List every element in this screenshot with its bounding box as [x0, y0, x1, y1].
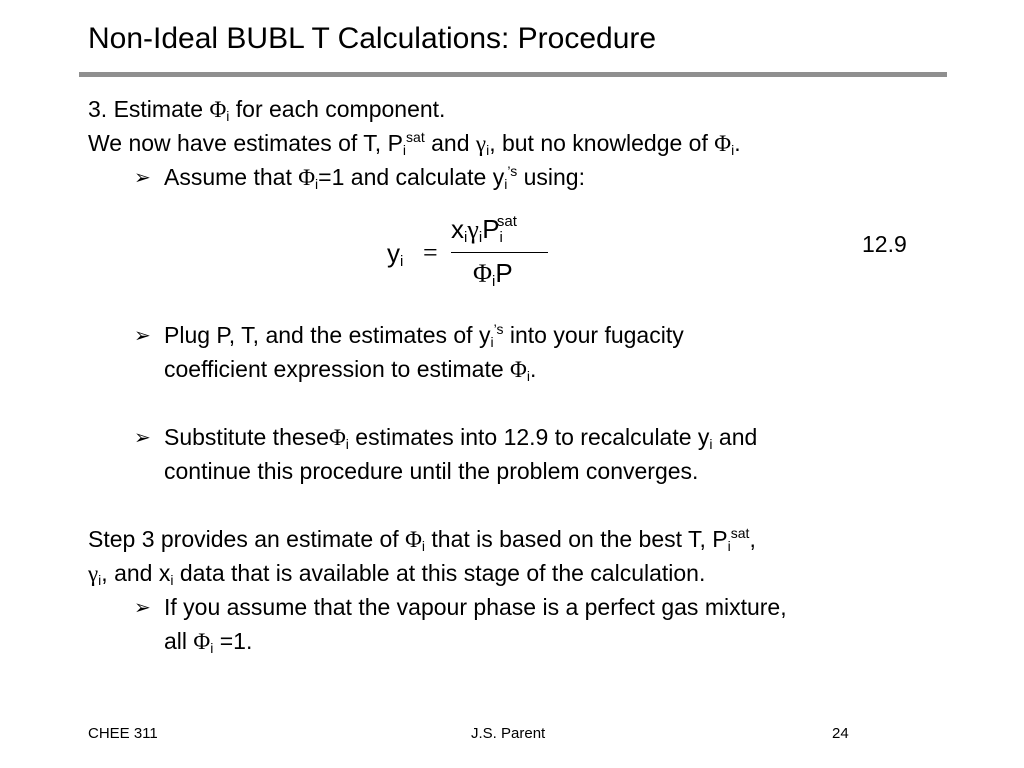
step3-paragraph-line2: [88, 558, 705, 589]
subscript-i: i: [478, 229, 483, 246]
fraction-bar: [451, 252, 548, 253]
var-y: y: [387, 238, 400, 268]
footer-page-number: 24: [832, 725, 849, 742]
text: Step 3 provides an estimate of: [88, 526, 406, 552]
text: .: [734, 130, 741, 156]
text: Substitute these: [164, 424, 329, 450]
bullet-perfect-gas-line1: If you assume that the vapour phase is a perfect gas mixture,: [164, 594, 787, 620]
subscript-i: i: [464, 229, 468, 246]
text: =1 and calculate y: [318, 164, 505, 190]
superscript-sat: sat: [730, 525, 750, 541]
bullet-perfect-gas-line2: [164, 626, 252, 657]
arrow-bullet-icon: ➢: [134, 323, 151, 347]
phi-symbol: Φ: [405, 527, 422, 552]
equation-lhs: [387, 238, 403, 269]
arrow-bullet-icon: ➢: [134, 595, 151, 619]
step3-paragraph-line1: [88, 524, 756, 555]
subscript-i: i: [170, 572, 174, 588]
subscript-i: i: [315, 176, 319, 192]
text: .: [529, 356, 537, 382]
bullet-plug-line1: [164, 320, 684, 350]
superscript-sat: sat: [406, 129, 425, 145]
text: Plug P, T, and the estimates of y: [164, 322, 491, 348]
subscript-i: i: [345, 436, 349, 452]
subscript-i: i: [210, 640, 214, 656]
arrow-bullet-icon: ➢: [134, 425, 151, 449]
text: coefficient expression to estimate: [164, 356, 511, 382]
bullet-substitute-line1: [164, 422, 757, 453]
arrow-bullet-icon: ➢: [134, 165, 151, 189]
text: We now have estimates of T, P: [88, 130, 403, 156]
text: ,: [749, 526, 756, 552]
gamma-symbol: γ: [467, 215, 479, 244]
bullet-assume: [164, 162, 585, 193]
superscript-apos-s: ’s: [507, 163, 518, 179]
gamma-symbol: γ: [88, 561, 99, 586]
subscript-i: i: [402, 142, 407, 158]
subscript-i: i: [504, 176, 508, 192]
text: Assume that: [164, 164, 299, 190]
equation-denominator: [473, 258, 513, 289]
equation-number: 12.9: [862, 231, 907, 257]
text: data that is available at this stage of the calculation.: [173, 560, 706, 586]
text: estimates into 12.9 to recalculate y: [348, 424, 710, 450]
equals-sign: =: [423, 238, 438, 267]
footer-author: J.S. Parent: [471, 725, 546, 742]
phi-symbol: Φ: [209, 97, 227, 122]
text: for each component.: [229, 96, 446, 122]
phi-symbol: Φ: [298, 165, 316, 190]
subscript-i: i: [490, 334, 494, 350]
text: , but no knowledge of: [489, 130, 715, 156]
subscript-i: i: [486, 142, 490, 158]
phi-symbol: Φ: [328, 425, 346, 450]
text: using:: [517, 164, 585, 190]
subscript-i: i: [731, 142, 735, 158]
phi-symbol: Φ: [510, 357, 527, 382]
step-3-heading: [88, 94, 445, 125]
phi-symbol: Φ: [193, 629, 211, 654]
footer-course: CHEE 311: [88, 725, 158, 742]
estimates-line: [88, 128, 741, 159]
superscript-apos-s: ’s: [493, 321, 504, 337]
subscript-i: i: [709, 436, 713, 452]
var-p: P: [482, 214, 500, 244]
text: that is based on the best T, P: [425, 526, 728, 552]
superscript-sat: sat: [496, 213, 517, 230]
text: 3. Estimate: [88, 96, 210, 122]
text: and: [712, 424, 758, 450]
subscript-i: i: [421, 538, 426, 554]
equation-12-9: [385, 212, 565, 302]
text: and: [424, 130, 476, 156]
slide-title: Non-Ideal BUBL T Calculations: Procedure: [88, 22, 657, 55]
text: =1.: [213, 628, 253, 654]
subscript-i: i: [226, 108, 230, 124]
title-rule: [79, 72, 947, 77]
bullet-plug-line2: [164, 354, 536, 385]
subscript-i: i: [400, 253, 404, 270]
phi-symbol: Φ: [714, 131, 732, 156]
equation-numerator: [451, 214, 517, 245]
subscript-i: i: [499, 229, 503, 246]
subscript-i: i: [727, 538, 731, 554]
text: into your fugacity: [503, 322, 684, 348]
gamma-symbol: γ: [475, 131, 487, 156]
phi-symbol: Φ: [473, 259, 493, 288]
text: all: [164, 628, 194, 654]
var-x: x: [451, 214, 464, 244]
subscript-i: i: [98, 572, 102, 588]
text: , and x: [101, 560, 171, 586]
var-p: P: [495, 258, 513, 288]
bullet-substitute-line2: continue this procedure until the problem converges.: [164, 458, 699, 484]
subscript-i: i: [492, 273, 496, 290]
subscript-i: i: [526, 368, 530, 384]
